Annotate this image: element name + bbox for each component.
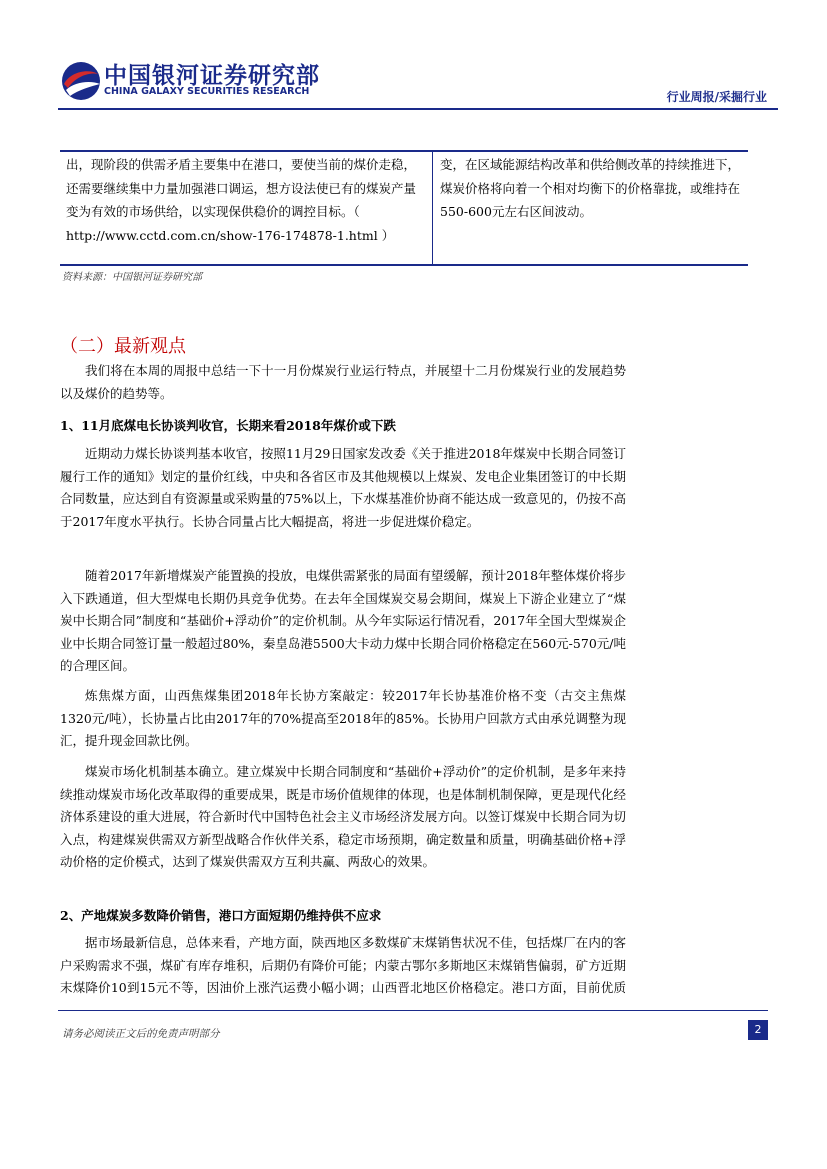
paragraph-3: 炼焦煤方面，山西焦煤集团2018年长协方案敲定：较2017年长协基准价格不变（古交主焦煤1320元/吨），长协量占比由2017年的70%提高至2018年的85%。长协用户回款方式由承兑调整为现汇，提升现金回款比例。 [60,688,626,748]
intro-paragraph: 我们将在本周的周报中总结一下十一月份煤炭行业运行特点，并展望十二月份煤炭行业的发展趋势以及煤价的趋势等。 [60,363,626,401]
subheading-1: 1、11月底煤电长协谈判收官，长期来看2018年煤价或下跌 [60,418,396,433]
table-top-border [60,150,748,152]
paragraph-2: 随着2017年新增煤炭产能置换的投放，电煤供需紧张的局面有望缓解，预计2018年整体煤价将步入下跌通道，但大型煤电长期仍具竞争优势。在去年全国煤炭交易会期间，煤炭上下游企业建立了“煤炭中长期合同”制度和“基础价+浮动价”的定价机制。从今年实际运行情况看，2017年全国大型煤炭企业中长期合同签订量一般超过80%，秦皇岛港5500大卡动力煤中长期合同价格稳定在560元-570元/吨的合理区间。 [60,568,626,673]
continued-table [60,150,748,266]
brand-name-cn: 中国银河证券研究部 [104,63,320,89]
subheading-2: 2、产地煤炭多数降价销售，港口方面短期仍维持供不应求 [60,908,382,923]
footer-disclaimer: 请务必阅读正文后的免责声明部分 [62,1028,220,1040]
paragraph-4: 煤炭市场化机制基本确立。建立煤炭中长期合同制度和“基础价+浮动价”的定价机制，是多年来持续推动煤炭市场化改革取得的重要成果，既是市场价值规律的体现，也是体制机制保障，更是现代化经济体系建设的重大进展，符合新时代中国特色社会主义市场经济发展方向。以签订煤炭中长期合同为切入点，构建煤炭供需双方新型战略合作伙伴关系，稳定市场预期，确定数量和质量，明确基础价格+浮动价格的定价模式，达到了煤炭供需双方互利共赢、两敌心的效果。 [60,764,626,869]
section-title: （二）最新观点 [60,336,186,357]
paragraph-5: 据市场最新信息，总体来看，产地方面，陕西地区多数煤矿末煤销售状况不佳，包括煤厂在内的客户采购需求不强，煤矿有库存堆积，后期仍有降价可能；内蒙古鄂尔多斯地区末煤销售偏弱，矿方近期末煤降价10到15元不等，因油价上涨汽运费小幅小调；山西晋北地区价格稳定。港口方面，目前优质 [60,935,626,995]
galaxy-logo-icon [60,60,102,102]
table-cell-left: 出，现阶段的供需矛盾主要集中在港口，要使当前的煤价走稳，还需要继续集中力量加强港口调运，想方设法使已有的煤炭产量变为有效的市场供给，以实现保供稳价的调控目标。（ http://www.cctd.com.cn/show-176-174878-1.html ） [66,157,417,243]
report-category: 行业周报/采掘行业 [666,90,767,104]
paragraph-1: 近期动力煤长协谈判基本收官，按照11月29日国家发改委《关于推进2018年煤炭中长期合同签订履行工作的通知》划定的量价红线，中央和各省区市及其他规模以上煤炭、发电企业集团签订的中长期合同数量，应达到自有资源量或采购量的75%以上，下水煤基准价协商不能达成一致意见的，仍按不高于2017年度水平执行。长协合同量占比大幅提高，将进一步促进煤价稳定。 [60,446,626,529]
table-cell-right: 变，在区域能源结构改革和供给侧改革的持续推进下，煤炭价格将向着一个相对均衡下的价格靠拢，或维持在550-600元左右区间波动。 [440,157,741,219]
header-divider [58,108,778,110]
table-source-note: 资料来源：中国银河证券研究部 [62,272,202,283]
table-bottom-border [60,264,748,266]
page-number: 2 [748,1020,768,1040]
brand-name-en: CHINA GALAXY SECURITIES RESEARCH [104,86,310,97]
footer-divider [58,1010,768,1011]
table-column-divider [432,152,433,264]
